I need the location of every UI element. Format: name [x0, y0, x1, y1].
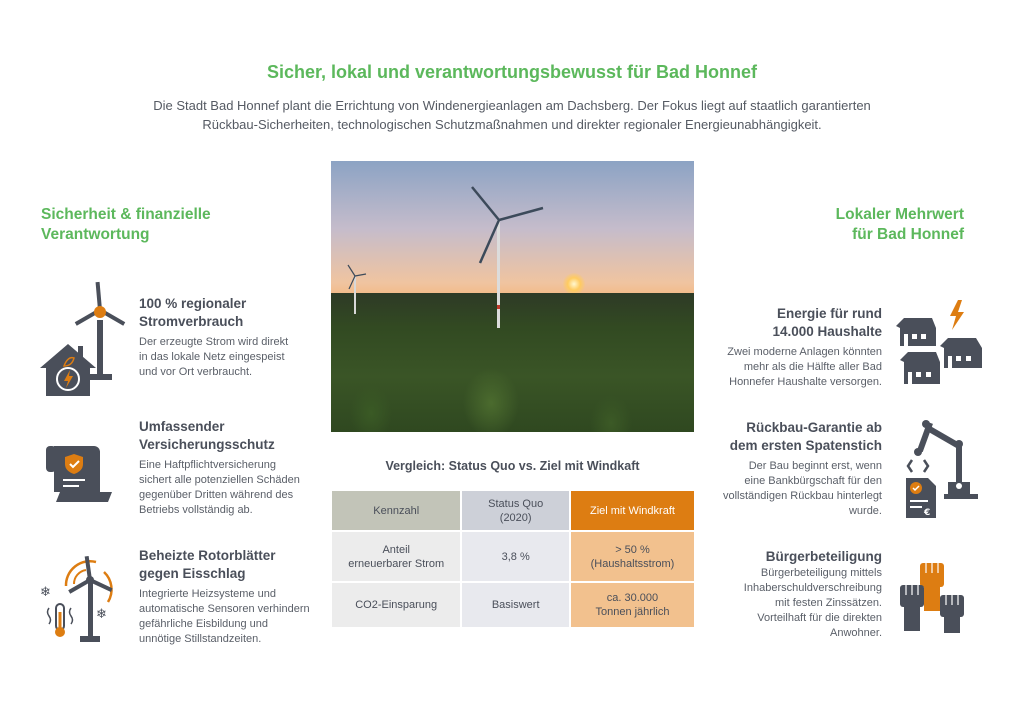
title-line: Rückbau-Garantie ab [746, 420, 882, 435]
wind-turbine-house-icon [40, 280, 130, 398]
svg-text:❄: ❄ [40, 585, 51, 600]
table-header-row [332, 491, 694, 530]
feature-text [682, 345, 882, 390]
title-line: Beheizte Rotorblätter [139, 548, 276, 563]
feature-title: Bürgerbeteiligung [765, 549, 882, 564]
right-section-title [836, 205, 964, 245]
feature-insurance [139, 418, 329, 518]
intro-line: Die Stadt Bad Honnef plant die Errichtung von Windenergieanlagen am Dachsberg. Der Fokus liegt auf staatlich garantierten [153, 98, 871, 113]
text-line: Inhaberschuldverschreibung [743, 582, 882, 594]
header-line: (2020) [499, 511, 532, 524]
feature-dismantling-guarantee [682, 419, 882, 519]
feature-heated-blades [139, 547, 329, 647]
header-status-quo [462, 491, 569, 530]
cell-kennzahl [332, 532, 460, 581]
title-line: Sicherheit & finanzielle [41, 206, 211, 223]
header-kennzahl: Kennzahl [332, 491, 460, 530]
text-line: vollständigen Rückbau hinterlegt [723, 490, 882, 502]
feature-title [139, 418, 329, 454]
feature-citizen-participation [682, 548, 882, 641]
comparison-table [330, 489, 696, 629]
wind-turbine-silhouettes [331, 161, 694, 432]
comparison-table-title: Vergleich: Status Quo vs. Ziel mit Windkaft [385, 459, 640, 473]
text-line: Der erzeugte Strom wird direkt [139, 336, 289, 348]
feature-text [682, 459, 882, 519]
feature-title [139, 547, 329, 583]
feature-regional-power [139, 295, 329, 380]
text-line: Betriebs vollständig ab. [139, 504, 253, 516]
cell-status: Basiswert [462, 583, 569, 627]
text-line: mehr als die Hälfte aller Bad [743, 361, 882, 373]
raised-fists-icon [900, 561, 970, 633]
text-line: in das lokale Netz eingespeist [139, 351, 285, 363]
text-line: automatische Sensoren verhindern [139, 603, 310, 615]
cell-ziel [571, 532, 694, 581]
cell-line: Tonnen jährlich [595, 606, 670, 618]
header-line: Status Quo [488, 497, 544, 510]
text-line: Bürgerbeteiligung mittels [760, 567, 882, 579]
feature-title [682, 419, 882, 455]
feature-households [682, 305, 882, 390]
intro-line: Rückbau-Sicherheiten, technologischen Schutzmaßnahmen und direkter regionaler Energieunabhängigkeit. [202, 117, 822, 132]
title-line: Versicherungsschutz [139, 437, 275, 452]
title-line: Verantwortung [41, 226, 150, 243]
feature-text [139, 587, 329, 647]
text-line: gegenüber Dritten während des [139, 489, 294, 501]
text-line: Anwohner. [830, 627, 882, 639]
text-line: Integrierte Heizsysteme und [139, 588, 276, 600]
text-line: Eine Haftpflichtversicherung [139, 459, 276, 471]
text-line: sichert alle potenziellen Schäden [139, 474, 300, 486]
title-line: 100 % regionaler [139, 296, 247, 311]
title-line: für Bad Honnef [852, 226, 964, 243]
wind-turbines-forest-sunset-photo [331, 161, 694, 432]
title-line: gegen Eisschlag [139, 566, 246, 581]
left-section-title [41, 205, 211, 245]
title-line: Stromverbrauch [139, 314, 244, 329]
cell-line: Anteil [382, 543, 410, 556]
cell-line: erneuerbarer Strom [348, 557, 445, 570]
table-row [332, 583, 694, 627]
title-line: Umfassender [139, 419, 225, 434]
title-line: dem ersten Spatenstich [729, 438, 882, 453]
table-row [332, 532, 694, 581]
cell-line: (Haushaltsstrom) [590, 557, 675, 570]
feature-text [139, 458, 329, 518]
text-line: Der Bau beginnt erst, wenn [748, 460, 882, 472]
feature-text [139, 335, 329, 380]
text-line: gefährliche Eisbildung und [139, 618, 269, 630]
text-line: wurde. [848, 505, 882, 517]
insurance-document-icon [46, 444, 116, 504]
title-line: 14.000 Haushalte [772, 324, 882, 339]
cell-ziel [571, 583, 694, 627]
feature-title [139, 295, 329, 331]
svg-text:€: € [924, 508, 931, 518]
text-line: Vorteilhaft für die direkten [757, 612, 882, 624]
text-line: eine Bankbürgschaft für den [744, 475, 882, 487]
robot-arm-guarantee-icon [902, 420, 982, 520]
heated-turbine-icon [40, 552, 116, 644]
title-line: Lokaler Mehrwert [835, 206, 964, 223]
text-line: mit festen Zinssätzen. [775, 597, 882, 609]
houses-energy-icon [896, 298, 984, 386]
cell-kennzahl: CO2-Einsparung [332, 583, 460, 627]
text-line: Honnefer Haushalte versorgen. [729, 376, 882, 388]
intro-text [112, 96, 912, 134]
cell-line: > 50 % [615, 543, 650, 556]
feature-text [682, 566, 882, 641]
svg-text:❄: ❄ [96, 607, 107, 622]
title-line: Energie für rund [776, 306, 882, 321]
text-line: unnötige Stillstandzeiten. [139, 633, 262, 645]
header-ziel: Ziel mit Windkraft [571, 491, 694, 530]
text-line: und vor Ort verbraucht. [139, 366, 253, 378]
cell-line: ca. 30.000 [606, 592, 659, 604]
feature-title [682, 305, 882, 341]
page-title: Sicher, lokal und verantwortungsbewusst für Bad Honnef [266, 62, 758, 82]
text-line: Zwei moderne Anlagen könnten [727, 346, 882, 358]
cell-status: 3,8 % [462, 532, 569, 581]
